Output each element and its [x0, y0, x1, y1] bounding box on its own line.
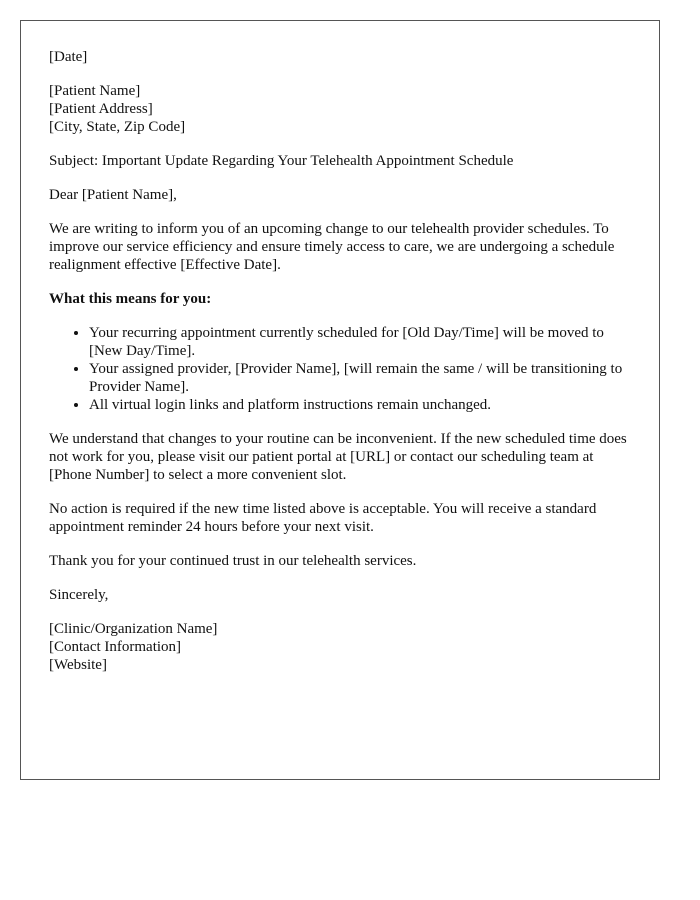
intro-paragraph: We are writing to inform you of an upcoming change to our telehealth provider schedules. To improve our service efficiency and ensure timely access to care, we are undergoing a schedule realignment effective [Effective Date].: [49, 221, 615, 273]
section-heading: What this means for you:: [49, 291, 212, 307]
signature-organization: [Clinic/Organization Name]: [49, 621, 218, 637]
signature-contact: [Contact Information]: [49, 639, 182, 655]
closing-line: Sincerely,: [49, 587, 109, 603]
letter-page: [20, 20, 660, 780]
list-item: • All virtual login links and platform instructions remain unchanged.: [89, 396, 631, 414]
list-item: • Your recurring appointment currently scheduled for [Old Day/Time] will be moved to [New Day/Time].: [89, 324, 631, 360]
salutation: Dear [Patient Name],: [49, 187, 177, 203]
no-action-paragraph: No action is required if the new time listed above is acceptable. You will receive a standard appointment reminder 24 hours before your next visit.: [49, 501, 597, 535]
date-line: [49, 48, 631, 66]
recipient-address-block: [49, 82, 631, 136]
recipient-address: [Patient Address]: [49, 101, 153, 117]
changes-list: [49, 324, 631, 414]
subject-line: Subject: Important Update Regarding Your Telehealth Appointment Schedule: [49, 153, 514, 169]
recipient-city-state-zip: [City, State, Zip Code]: [49, 119, 186, 135]
recipient-name: [Patient Name]: [49, 83, 141, 99]
signature-website: [Website]: [49, 657, 107, 673]
thank-you-paragraph: Thank you for your continued trust in our telehealth services.: [49, 553, 417, 569]
signature-block: [49, 620, 631, 674]
list-item: • Your assigned provider, [Provider Name], [will remain the same / will be transitioning to Provider Name].: [89, 360, 631, 396]
letter-date: [Date]: [49, 49, 88, 65]
reschedule-paragraph: We understand that changes to your routine can be inconvenient. If the new scheduled time does not work for you, please visit our patient portal at [URL] or contact our scheduling team at [Phone Number] to select a more convenient slot.: [49, 431, 627, 483]
